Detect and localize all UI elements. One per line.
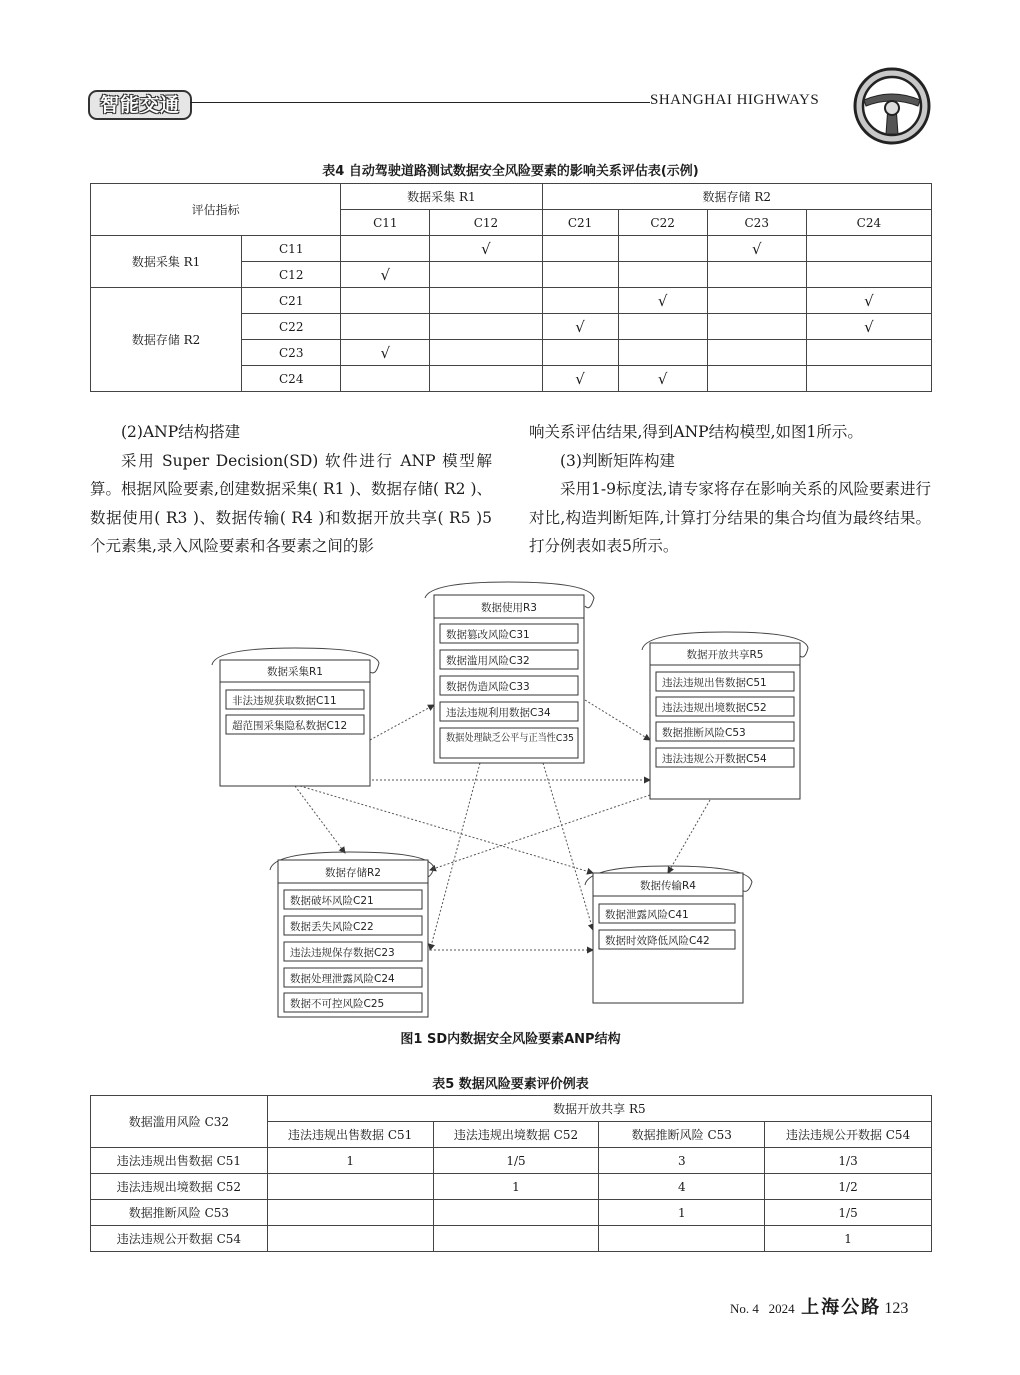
table4-col-header: C11 (341, 210, 430, 236)
table4-cell (341, 288, 430, 314)
table4-row-id: C11 (242, 236, 341, 262)
edge-r3-r5 (585, 700, 650, 740)
cluster-r2-title: 数据存储R2 (325, 867, 381, 879)
table4-cell (341, 236, 430, 262)
table4-cell (430, 340, 542, 366)
table5-col-header: 违法违规出境数据 C52 (433, 1122, 599, 1148)
table5-row-label: 数据推断风险 C53 (91, 1200, 268, 1226)
cluster-r5 (642, 632, 808, 799)
table4-cell (806, 366, 931, 392)
table5-cell (267, 1174, 433, 1200)
node-c53: 数据推断风险C53 (662, 727, 746, 739)
table5-cell: 1 (599, 1200, 765, 1226)
node-c51: 违法违规出售数据C51 (662, 677, 767, 689)
table4-cell (618, 340, 707, 366)
table4-cell (542, 288, 618, 314)
table5-cell (433, 1200, 599, 1226)
table5-group: 数据开放共享 R5 (267, 1096, 931, 1122)
table5-col-header: 违法违规公开数据 C54 (765, 1122, 932, 1148)
table4-cell: √ (618, 288, 707, 314)
node-c11: 非法违规获取数据C11 (232, 695, 337, 707)
table4-cell: √ (707, 236, 806, 262)
anp-structure-diagram (190, 580, 830, 1025)
edge-r5-r4 (668, 800, 710, 873)
table4-cell: √ (806, 288, 931, 314)
table4-cell: √ (430, 236, 542, 262)
table5-cell: 1/2 (765, 1174, 932, 1200)
table4-group-r1: 数据采集 R1 (341, 184, 542, 210)
table4-cell (707, 288, 806, 314)
table5-cell: 4 (599, 1174, 765, 1200)
table4-cell: √ (618, 366, 707, 392)
table4-group-r2: 数据存储 R2 (542, 184, 932, 210)
table4-cell (341, 366, 430, 392)
footer-issue: No. 4 (730, 1301, 759, 1316)
cluster-r5-title: 数据开放共享R5 (686, 649, 764, 661)
table4-cell (618, 236, 707, 262)
table4-row-id: C24 (242, 366, 341, 392)
table4-col-header: C21 (542, 210, 618, 236)
table4-cell (542, 340, 618, 366)
table5-caption: 表5 数据风险要素评价例表 (432, 1077, 589, 1092)
table4-cell (430, 288, 542, 314)
table5-row-label: 违法违规公开数据 C54 (91, 1226, 268, 1252)
table4-cell: √ (542, 314, 618, 340)
node-c42: 数据时效降低风险C42 (605, 935, 710, 947)
table4-cell: √ (341, 262, 430, 288)
table4-cell (806, 340, 931, 366)
node-c31: 数据篡改风险C31 (446, 629, 530, 641)
table5-cell: 1/3 (765, 1148, 932, 1174)
table4-cell (806, 262, 931, 288)
table4-cell (806, 236, 931, 262)
node-c24: 数据处理泄露风险C24 (290, 973, 395, 985)
edge-r5-r2 (430, 795, 650, 870)
footer-journal: 上海公路 (801, 1297, 882, 1318)
table5-row-label: 违法违规出售数据 C51 (91, 1148, 268, 1174)
node-c23: 违法违规保存数据C23 (290, 947, 395, 959)
table4-row-group: 数据采集 R1 (91, 236, 242, 288)
left-column (90, 418, 492, 561)
figure1-caption: 图1 SD内数据安全风险要素ANP结构 (400, 1032, 621, 1047)
table5-cell (267, 1200, 433, 1226)
cluster-r3 (425, 582, 594, 763)
node-c32: 数据滥用风险C32 (446, 655, 530, 667)
table4-cell: √ (806, 314, 931, 340)
footer-year: 2024 (768, 1301, 795, 1316)
table5-cell: 1/5 (765, 1200, 932, 1226)
node-c25: 数据不可控风险C25 (290, 998, 385, 1010)
header-rule (190, 102, 650, 103)
table5-cell: 1/5 (433, 1148, 599, 1174)
table4-cell (618, 262, 707, 288)
table4-caption: 表4 自动驾驶道路测试数据安全风险要素的影响关系评估表(示例) (322, 164, 699, 179)
node-c34: 违法违规利用数据C34 (446, 707, 551, 719)
table4-col-header: C12 (430, 210, 542, 236)
table5-cell (267, 1226, 433, 1252)
node-c54: 违法违规公开数据C54 (662, 753, 767, 765)
table5-row-label: 违法违规出境数据 C52 (91, 1174, 268, 1200)
table4-cell (542, 262, 618, 288)
table4-col-header: C22 (618, 210, 707, 236)
table4 (90, 183, 932, 392)
node-c35: 数据处理缺乏公平与正当性C35 (446, 733, 586, 744)
node-c52: 违法违规出境数据C52 (662, 702, 767, 714)
table4-cell (707, 314, 806, 340)
table5-cell: 3 (599, 1148, 765, 1174)
cluster-r2 (270, 852, 434, 1017)
table4-row-group: 数据存储 R2 (91, 288, 242, 392)
table5-cell: 1 (765, 1226, 932, 1252)
table4-row-id: C21 (242, 288, 341, 314)
cluster-r4 (585, 866, 752, 1003)
table5-col-header: 数据推断风险 C53 (599, 1122, 765, 1148)
table5-cell: 1 (267, 1148, 433, 1174)
table5 (90, 1095, 932, 1252)
table4-corner: 评估指标 (91, 184, 341, 236)
table4-row-id: C23 (242, 340, 341, 366)
paragraph-anp-right: 响关系评估结果,得到ANP结构模型,如图1所示。 (529, 423, 863, 441)
table4-col-header: C23 (707, 210, 806, 236)
table4-col-header: C24 (806, 210, 931, 236)
table4-cell: √ (542, 366, 618, 392)
table4-cell (707, 366, 806, 392)
journal-logo-icon (852, 66, 932, 146)
table5-corner: 数据滥用风险 C32 (91, 1096, 268, 1148)
table4-cell: √ (341, 340, 430, 366)
cluster-r1 (212, 648, 379, 786)
table4-cell (707, 340, 806, 366)
table4-cell (707, 262, 806, 288)
node-c33: 数据伪造风险C33 (446, 681, 530, 693)
table5-cell (599, 1226, 765, 1252)
table4-cell (430, 366, 542, 392)
right-column (529, 418, 931, 561)
table4-cell (618, 314, 707, 340)
edge-r1-r3 (370, 705, 434, 740)
node-c21: 数据破坏风险C21 (290, 895, 374, 907)
cluster-r3-title: 数据使用R3 (481, 602, 537, 614)
page-number: 123 (884, 1300, 909, 1317)
edge-r3-r2 (430, 763, 480, 950)
paragraph-matrix: 采用1-9标度法,请专家将存在影响关系的风险要素进行对比,构造判断矩阵,计算打分结果的集合均值为最终结果。打分例表如表5所示。 (529, 480, 931, 555)
paragraph-anp-left: 采用 Super Decision(SD) 软件进行 ANP 模型解算。根据风险要素,创建数据采集( R1 )、数据存储( R2 )、数据使用( R3 )、数据传输( R4 )和数据开放共享( R5 )5个元素集,录入风险要素和各要素之间的影 (90, 451, 492, 555)
table4-cell (341, 314, 430, 340)
table5-cell (433, 1226, 599, 1252)
edge-r3-r4 (543, 763, 593, 930)
table5-col-header: 违法违规出售数据 C51 (267, 1122, 433, 1148)
cluster-r1-title: 数据采集R1 (267, 666, 323, 678)
table4-cell (430, 262, 542, 288)
footer (730, 1293, 908, 1319)
table4-row-id: C22 (242, 314, 341, 340)
section-heading-anp: (2)ANP结构搭建 (121, 423, 241, 441)
cluster-r4-title: 数据传输R4 (640, 880, 696, 892)
header-brand: SHANGHAI HIGHWAYS (650, 92, 820, 108)
table4-cell (542, 236, 618, 262)
node-c41: 数据泄露风险C41 (605, 909, 689, 921)
section-heading-matrix: (3)判断矩阵构建 (560, 451, 675, 470)
table4-row-id: C12 (242, 262, 341, 288)
section-badge: 智能交通 (88, 90, 192, 120)
table5-cell: 1 (433, 1174, 599, 1200)
table4-cell (430, 314, 542, 340)
node-c22: 数据丢失风险C22 (290, 921, 374, 933)
node-c12: 超范围采集隐私数据C12 (232, 720, 348, 732)
edge-r1-r2 (295, 786, 345, 853)
